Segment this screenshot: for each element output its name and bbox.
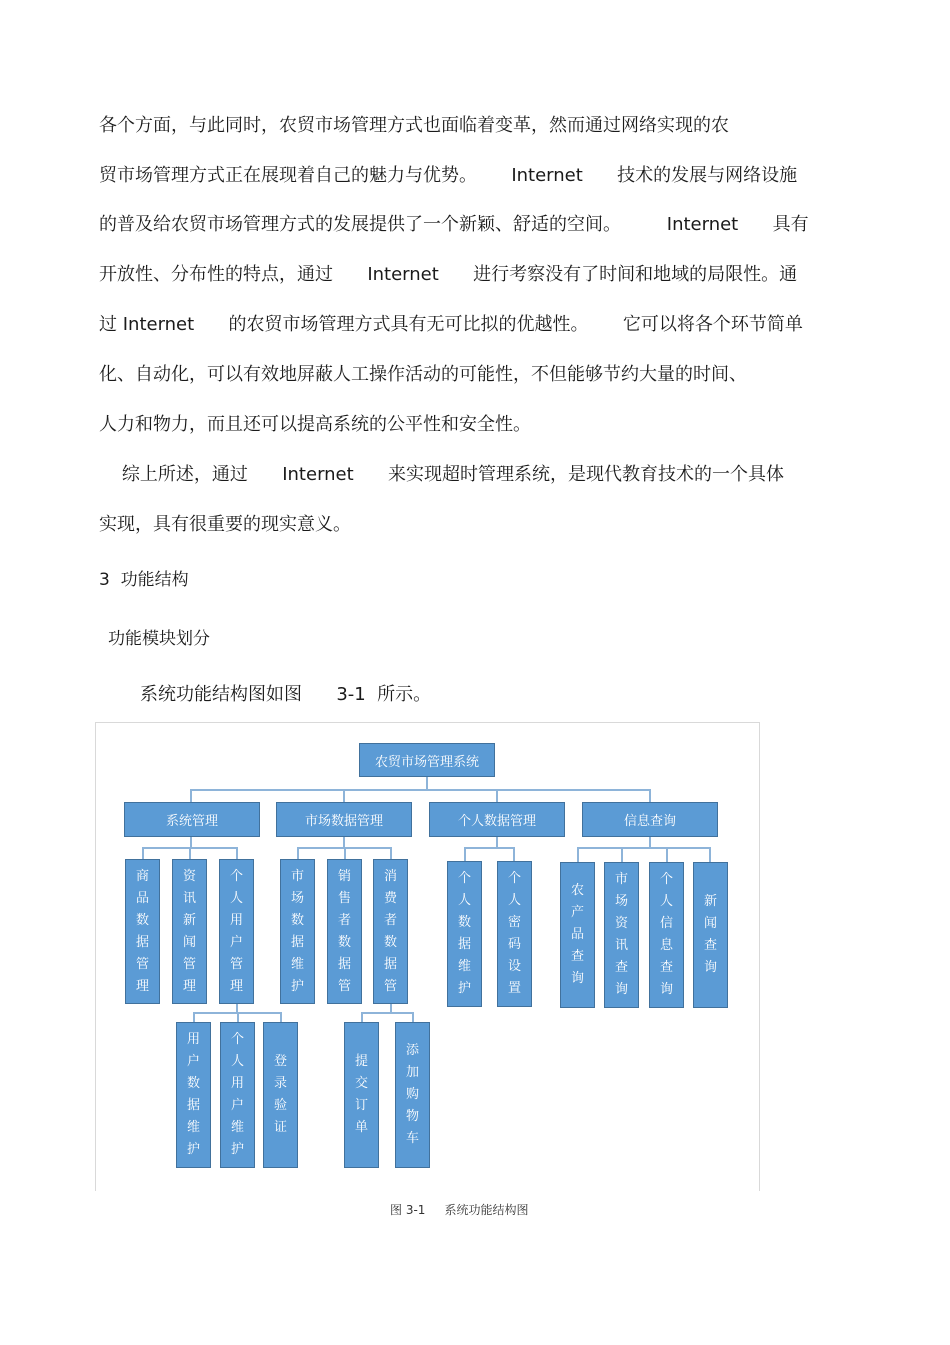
level2-box: 个人密码设置 [497, 861, 532, 1007]
connector [577, 847, 579, 862]
connector [189, 847, 191, 859]
level3-box: 个人用户维护 [220, 1022, 255, 1168]
connector [361, 1012, 363, 1022]
connector [237, 1012, 239, 1022]
paragraph-line: 贸市场管理方式正在展现着自己的魅力与优势。 Internet 技术的发展与网络设施 [99, 165, 798, 186]
level2-box: 农产品查询 [560, 862, 595, 1008]
connector [709, 847, 711, 862]
figure-caption: 图 3-1 系统功能结构图 [390, 1203, 529, 1217]
paragraph-line: 综上所述，通过 Internet 来实现超时管理系统，是现代教育技术的一个具体 [99, 464, 785, 485]
connector [343, 789, 345, 802]
subsection-heading: 功能模块划分 [108, 629, 210, 649]
diagram-root-box: 农贸市场管理系统 [359, 743, 495, 777]
level3-box: 用户数据维护 [176, 1022, 211, 1168]
connector [390, 847, 392, 859]
connector [361, 1012, 414, 1014]
level2-box: 销售者数据管 [327, 859, 362, 1004]
connector [344, 847, 346, 859]
section-heading: 3 功能结构 [99, 570, 189, 590]
level2-box: 个人信息查询 [649, 862, 684, 1008]
paragraph-line: 的普及给农贸市场管理方式的发展提供了一个新颖、舒适的空间。 Internet 具有 [99, 214, 809, 235]
connector [649, 789, 651, 802]
connector [142, 847, 144, 859]
connector [464, 847, 515, 849]
connector [280, 1012, 282, 1022]
level1-box: 市场数据管理 [276, 802, 412, 837]
connector [496, 789, 498, 802]
level2-box: 市场资讯查询 [604, 862, 639, 1008]
level3-box: 登录验证 [263, 1022, 298, 1168]
level2-box: 个人数据维护 [447, 861, 482, 1007]
connector [577, 847, 711, 849]
connector [464, 847, 466, 861]
function-structure-diagram [95, 722, 760, 1191]
connector [193, 1012, 195, 1022]
paragraph-line: 人力和物力，而且还可以提高系统的公平性和安全性。 [99, 414, 531, 435]
paragraph-line: 实现，具有很重要的现实意义。 [99, 514, 351, 535]
level1-box: 个人数据管理 [429, 802, 565, 837]
level3-box: 提交订单 [344, 1022, 379, 1168]
level1-box: 信息查询 [582, 802, 718, 837]
level2-box: 消费者数据管 [373, 859, 408, 1004]
connector [412, 1012, 414, 1022]
connector [190, 789, 651, 791]
level3-box: 添加购物车 [395, 1022, 430, 1168]
level2-box: 新闻查询 [693, 862, 728, 1008]
connector [297, 847, 299, 859]
level2-box: 个人用户管理 [219, 859, 254, 1004]
level2-box: 商品数据管理 [125, 859, 160, 1004]
paragraph-line: 过 Internet 的农贸市场管理方式具有无可比拟的优越性。 它可以将各个环节简单 [99, 314, 803, 335]
paragraph-line: 开放性、分布性的特点，通过 Internet 进行考察没有了时间和地域的局限性。通 [99, 264, 798, 285]
figure-intro: 系统功能结构图如图 3-1 所示。 [140, 684, 432, 705]
level1-box: 系统管理 [124, 802, 260, 837]
paragraph-line: 各个方面，与此同时，农贸市场管理方式也面临着变革，然而通过网络实现的农 [99, 115, 729, 136]
connector [190, 789, 192, 802]
connector [236, 847, 238, 859]
connector [513, 847, 515, 861]
level2-box: 资讯新闻管理 [172, 859, 207, 1004]
paragraph-line: 化、自动化，可以有效地屏蔽人工操作活动的可能性，不但能够节约大量的时间、 [99, 364, 747, 385]
connector [621, 847, 623, 862]
level2-box: 市场数据维护 [280, 859, 315, 1004]
connector [666, 847, 668, 862]
